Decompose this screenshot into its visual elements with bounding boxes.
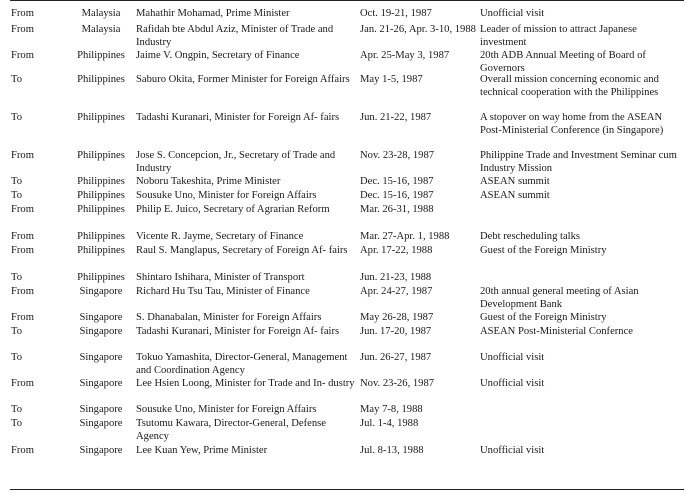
country-cell: Philippines: [77, 176, 125, 187]
purpose-cell: Unofficial visit: [480, 378, 545, 389]
purpose-cell: 20th annual general meeting of Asian Development Bank: [480, 286, 639, 310]
country-cell: Philippines: [77, 272, 125, 283]
person-cell: Jose S. Concepcion, Jr., Secretary of Trade and Industry: [136, 150, 336, 174]
direction-cell: From: [11, 50, 34, 61]
dates-cell: Jun. 17-20, 1987: [360, 326, 432, 337]
person-cell: Sousuke Uno, Minister for Foreign Affairs: [136, 190, 317, 201]
direction-cell: From: [11, 8, 34, 19]
dates-cell: Jun. 21-23, 1988: [360, 272, 432, 283]
direction-cell: To: [11, 326, 23, 337]
dates-cell: Mar. 27-Apr. 1, 1988: [360, 231, 450, 242]
dates-cell: Apr. 25-May 3, 1987: [360, 50, 450, 61]
dates-cell: Dec. 15-16, 1987: [360, 190, 434, 201]
dates-cell: Apr. 24-27, 1987: [360, 286, 433, 297]
person-cell: Vicente R. Jayme, Secretary of Finance: [136, 231, 304, 242]
dates-cell: May 7-8, 1988: [360, 404, 423, 415]
direction-cell: From: [11, 204, 34, 215]
country-cell: Philippines: [77, 245, 125, 256]
person-cell: Saburo Okita, Former Minister for Foreign Affairs: [136, 74, 350, 85]
person-cell: Jaime V. Ongpin, Secretary of Finance: [136, 50, 300, 61]
person-cell: Tadashi Kuranari, Minister for Foreign Af- fairs: [136, 112, 340, 123]
purpose-cell: Guest of the Foreign Ministry: [480, 245, 607, 256]
country-cell: Singapore: [79, 445, 123, 456]
direction-cell: From: [11, 150, 34, 161]
country-cell: Singapore: [79, 378, 123, 389]
direction-cell: From: [11, 24, 34, 35]
country-cell: Singapore: [79, 326, 123, 337]
direction-cell: To: [11, 404, 23, 415]
country-cell: Philippines: [77, 112, 125, 123]
direction-cell: To: [11, 74, 23, 85]
country-cell: Malaysia: [81, 8, 121, 19]
dates-cell: Mar. 26-31, 1988: [360, 204, 434, 215]
country-cell: Singapore: [79, 312, 123, 323]
direction-cell: To: [11, 176, 23, 187]
person-cell: Lee Hsien Loong, Minister for Trade and In- dustry: [136, 378, 355, 389]
country-cell: Singapore: [79, 404, 123, 415]
person-cell: Richard Hu Tsu Tau, Minister of Finance: [136, 286, 310, 297]
direction-cell: To: [11, 352, 23, 363]
country-cell: Singapore: [79, 286, 123, 297]
country-cell: Malaysia: [81, 24, 121, 35]
dates-cell: Apr. 17-22, 1988: [360, 245, 433, 256]
table-bottom-rule: [10, 489, 684, 490]
person-cell: Lee Kuan Yew, Prime Minister: [136, 445, 268, 456]
direction-cell: To: [11, 272, 23, 283]
purpose-cell: ASEAN Post-Ministerial Confernce: [480, 326, 633, 337]
country-cell: Philippines: [77, 50, 125, 61]
country-cell: Philippines: [77, 231, 125, 242]
direction-cell: From: [11, 231, 34, 242]
person-cell: Tokuo Yamashita, Director-General, Management and Coordination Agency: [136, 352, 348, 376]
dates-cell: Jan. 21-26, Apr. 3-10, 1988: [360, 24, 476, 35]
purpose-cell: Guest of the Foreign Ministry: [480, 312, 607, 323]
dates-cell: Oct. 19-21, 1987: [360, 8, 432, 19]
direction-cell: From: [11, 445, 34, 456]
direction-cell: To: [11, 190, 23, 201]
direction-cell: From: [11, 312, 34, 323]
purpose-cell: ASEAN summit: [480, 176, 550, 187]
purpose-cell: Unofficial visit: [480, 445, 545, 456]
dates-cell: Nov. 23-28, 1987: [360, 150, 435, 161]
dates-cell: May 26-28, 1987: [360, 312, 434, 323]
dates-cell: Nov. 23-26, 1987: [360, 378, 435, 389]
country-cell: Philippines: [77, 204, 125, 215]
dates-cell: Jul. 1-4, 1988: [360, 418, 419, 429]
direction-cell: From: [11, 378, 34, 389]
country-cell: Singapore: [79, 418, 123, 429]
person-cell: Tadashi Kuranari, Minister for Foreign Af- fairs: [136, 326, 340, 337]
person-cell: Rafidah bte Abdul Aziz, Minister of Trade and Industry: [136, 24, 334, 48]
country-cell: Singapore: [79, 352, 123, 363]
country-cell: Philippines: [77, 150, 125, 161]
person-cell: Raul S. Manglapus, Secretary of Foreign Af- fairs: [136, 245, 348, 256]
country-cell: Philippines: [77, 190, 125, 201]
dates-cell: Dec. 15-16, 1987: [360, 176, 434, 187]
person-cell: S. Dhanabalan, Minister for Foreign Affairs: [136, 312, 322, 323]
person-cell: Mahathir Mohamad, Prime Minister: [136, 8, 290, 19]
purpose-cell: Unofficial visit: [480, 352, 545, 363]
dates-cell: Jul. 8-13, 1988: [360, 445, 424, 456]
purpose-cell: Overall mission concerning economic and technical cooperation with the Philippines: [480, 74, 659, 98]
dates-cell: Jun. 21-22, 1987: [360, 112, 432, 123]
dates-cell: May 1-5, 1987: [360, 74, 423, 85]
country-cell: Philippines: [77, 74, 125, 85]
purpose-cell: ASEAN summit: [480, 190, 550, 201]
direction-cell: From: [11, 245, 34, 256]
person-cell: Philip E. Juico, Secretary of Agrarian Reform: [136, 204, 330, 215]
purpose-cell: Debt rescheduling talks: [480, 231, 581, 242]
person-cell: Shintaro Ishihara, Minister of Transport: [136, 272, 305, 283]
person-cell: Tsutomu Kawara, Director-General, Defense Agency: [136, 418, 326, 442]
person-cell: Sousuke Uno, Minister for Foreign Affairs: [136, 404, 317, 415]
person-cell: Noboru Takeshita, Prime Minister: [136, 176, 281, 187]
direction-cell: To: [11, 112, 23, 123]
purpose-cell: A stopover on way home from the ASEAN Post-Ministerial Conference (in Singapore): [480, 112, 664, 136]
purpose-cell: Leader of mission to attract Japanese investment: [480, 24, 637, 48]
purpose-cell: Philippine Trade and Investment Seminar cum Industry Mission: [480, 150, 677, 174]
purpose-cell: 20th ADB Annual Meeting of Board of Governors: [480, 50, 646, 74]
visits-table: [10, 0, 684, 492]
table-top-rule: [10, 0, 684, 1]
direction-cell: To: [11, 418, 23, 429]
dates-cell: Jun. 26-27, 1987: [360, 352, 432, 363]
purpose-cell: Unofficial visit: [480, 8, 545, 19]
direction-cell: From: [11, 286, 34, 297]
